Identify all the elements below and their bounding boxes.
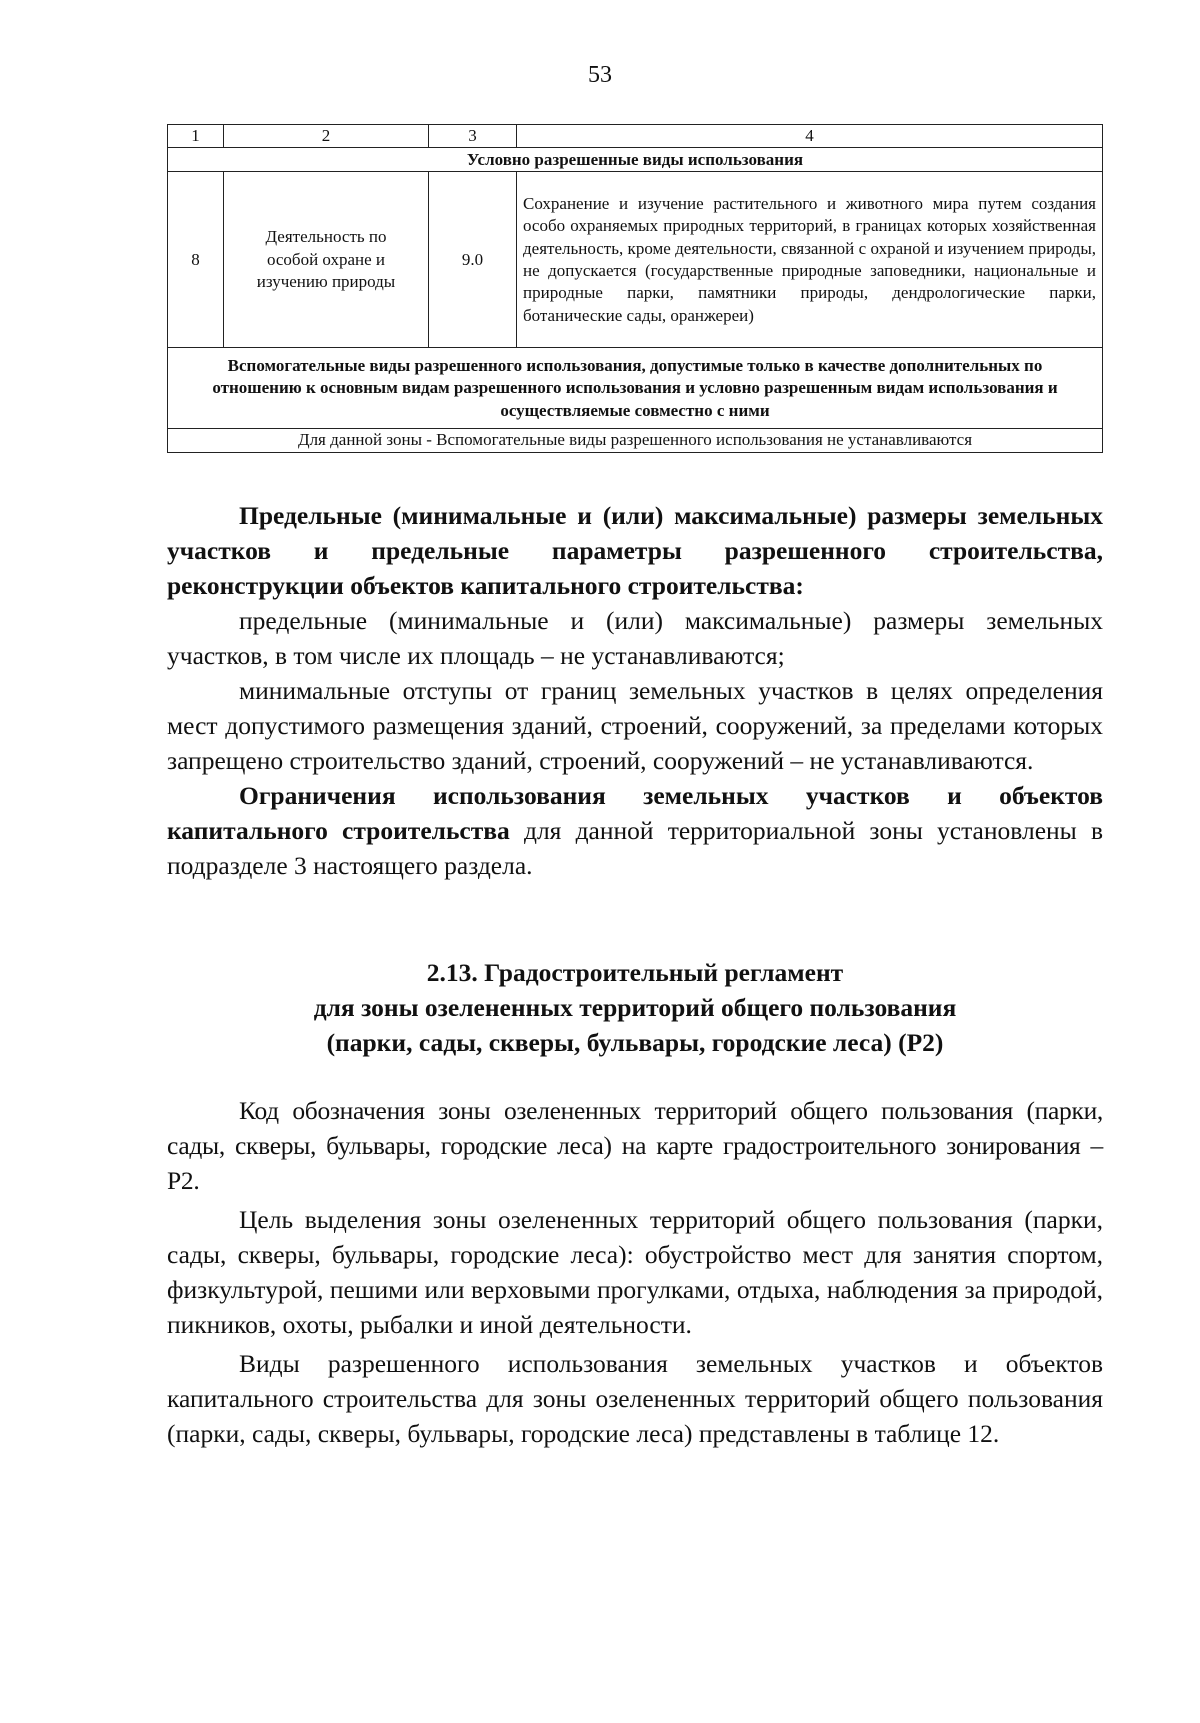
section-paragraph-2: Цель выделения зоны озелененных территорий общего пользования (парки, сады, скверы, бульвары, городские леса): обустройство мест для занятия спортом, физкультурой, пешими или верховыми прогулками, отдыха, наблюдения за природой, пикников, охоты, рыбалки и иной деятельности.: [167, 1205, 1103, 1339]
row-number: 8: [168, 172, 224, 348]
auxiliary-note: [168, 429, 1103, 452]
header-cell: 4: [517, 125, 1103, 148]
header-cell: 2: [224, 125, 429, 148]
auxiliary-note-text: Для данной зоны - Вспомогательные виды разрешенного использования не устанавливаются: [297, 430, 973, 450]
section-paragraph-3: Виды разрешенного использования земельных участков и объектов капитального строительства для зоны озелененных территорий общего пользования (парки, сады, скверы, бульвары, городские леса) представлены в таблице 12.: [167, 1349, 1103, 1448]
limits-heading: Предельные (минимальные и (или) максимальные) размеры земельных участков и предельные параметры разрешенного строительства, реконструкции объектов капитального строительства:: [167, 501, 1103, 600]
section-body: [167, 1093, 1103, 1451]
table-header-row: [168, 125, 1103, 148]
header-cell: 3: [429, 125, 517, 148]
table-row: [168, 172, 1103, 348]
row-use-name: Деятельность по особой охране и изучению природы: [224, 172, 429, 348]
section-row-conditional: [168, 148, 1103, 172]
restrictions-bold: Ограничения использования земельных участков и объектов капитального строительства: [167, 781, 1103, 845]
limits-block: [167, 498, 1103, 883]
section-paragraph-1: Код обозначения зоны озелененных территорий общего пользования (парки, сады, скверы, бульвары, городские леса) на карте градостроительного зонирования – Р2.: [167, 1096, 1103, 1195]
row-use-description: Сохранение и изучение растительного и животного мира путем создания особо охраняемых природных территорий, в границах которых хозяйственная деятельность, кроме деятельности, связанной с охраной и изучением природы, не допускается (государственные природные заповедники, национальные и природные парки, памятники природы, дендрологические парки, ботанические сады, оранжереи): [517, 172, 1103, 348]
section-title-line-3: (парки, сады, скверы, бульвары, городские леса) (Р2): [326, 1028, 944, 1057]
restrictions-paragraph: [167, 778, 1103, 883]
section-title-conditional: Условно разрешенные виды использования: [168, 148, 1103, 172]
restrictions-rest: для данной территориальной зоны установлены в подразделе 3 настоящего раздела.: [167, 816, 1103, 880]
section-title-line-2: для зоны озелененных территорий общего пользования: [313, 993, 957, 1022]
land-use-table: [167, 124, 1103, 453]
section-title-line-1: 2.13. Градостроительный регламент: [426, 958, 844, 987]
section-title-auxiliary: Вспомогательные виды разрешенного использования, допустимые только в качестве дополнительных по отношению к основным видам разрешенного использования и условно разрешенным видам использования и осуществляемые совместно с ними: [168, 348, 1103, 429]
auxiliary-note-row: [168, 429, 1103, 452]
limits-paragraph-1: предельные (минимальные и (или) максимальные) размеры земельных участков, в том числе их площадь – не устанавливаются;: [167, 606, 1103, 670]
page-number: 53: [588, 62, 612, 88]
limits-paragraph-2: минимальные отступы от границ земельных участков в целях определения мест допустимого размещения зданий, строений, сооружений, за пределами которых запрещено строительство зданий, строений, сооружений – не устанавливаются.: [167, 676, 1103, 775]
section-heading: [167, 955, 1103, 1060]
section-row-auxiliary: [168, 348, 1103, 429]
row-use-code: 9.0: [429, 172, 517, 348]
header-cell: 1: [168, 125, 224, 148]
